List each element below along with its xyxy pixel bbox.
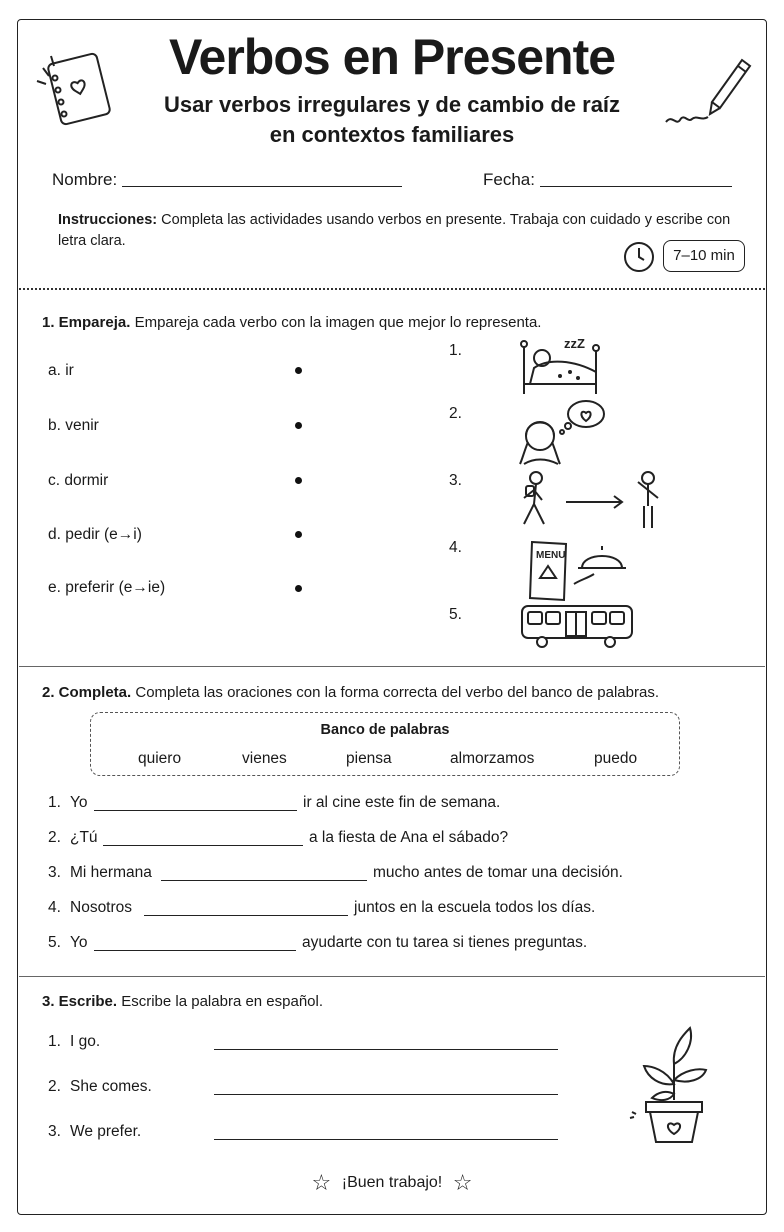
section-divider-2 xyxy=(19,976,765,977)
match-dot-d[interactable] xyxy=(295,531,302,538)
clock-icon xyxy=(622,240,656,274)
write-item-2-text: She comes. xyxy=(70,1078,152,1095)
name-label: Nombre: xyxy=(52,170,118,189)
section1-title-text: Empareja cada verbo con la imagen que mejor lo representa. xyxy=(134,314,542,331)
date-field[interactable] xyxy=(540,186,732,187)
bus-icon xyxy=(518,600,636,650)
section-divider-1 xyxy=(19,666,765,667)
image-number-1: 1. xyxy=(449,342,462,359)
word-bank-title: Banco de palabras xyxy=(320,722,450,738)
match-dot-a[interactable] xyxy=(295,367,302,374)
star-left-icon: ☆ xyxy=(311,1170,332,1195)
menu-text: MENU xyxy=(536,550,566,561)
write-item-3-num: 3. xyxy=(48,1123,61,1140)
verb-item-c: c. dormir xyxy=(48,472,109,489)
name-field[interactable] xyxy=(122,186,402,187)
write-item-1-answer[interactable] xyxy=(214,1049,558,1050)
date-label: Fecha: xyxy=(483,170,535,189)
sentence-1-after: ir al cine este fin de semana. xyxy=(303,794,501,811)
sentence-2-after: a la fiesta de Ana el sábado? xyxy=(309,829,509,846)
sentence-3-blank[interactable] xyxy=(161,880,367,881)
sentence-4-blank[interactable] xyxy=(144,915,348,916)
section1-title xyxy=(42,314,541,331)
image-number-3: 3. xyxy=(449,472,462,489)
sentence-5-blank[interactable] xyxy=(94,950,296,951)
image-number-2: 2. xyxy=(449,405,462,422)
sentence-3-after: mucho antes de tomar una decisión. xyxy=(373,864,623,881)
sentence-5-before: Yo xyxy=(70,934,88,951)
bank-word-vienes: vienes xyxy=(242,750,287,767)
menu-order-icon xyxy=(526,538,636,604)
verb-item-b: b. venir xyxy=(48,417,99,434)
sentence-2-before: ¿Tú xyxy=(70,829,98,846)
write-item-1-num: 1. xyxy=(48,1033,61,1050)
bank-word-quiero: quiero xyxy=(138,750,182,767)
verb-item-a: a. ir xyxy=(48,362,74,379)
page-subtitle-line2: en contextos familiares xyxy=(269,122,515,147)
verb-item-d: d. pedir (e→i) xyxy=(48,526,142,543)
image-number-5: 5. xyxy=(449,606,462,623)
match-dot-e[interactable] xyxy=(295,585,302,592)
sentence-2-blank[interactable] xyxy=(103,845,303,846)
sleeping-bed-icon xyxy=(518,332,602,398)
match-dot-b[interactable] xyxy=(295,422,302,429)
potted-plant-heart-icon xyxy=(624,1024,724,1148)
section3-title-text: Escribe la palabra en español. xyxy=(121,993,324,1010)
page-title: Verbos en Presente xyxy=(168,29,616,85)
bank-word-piensa: piensa xyxy=(346,750,392,767)
zzz-text: zzZ xyxy=(564,336,585,351)
timer-badge: 7–10 min xyxy=(663,240,745,272)
star-right-icon: ☆ xyxy=(452,1170,473,1195)
header-divider xyxy=(19,288,765,290)
section2-title-text: Completa las oraciones con la forma correcta del verbo del banco de palabras. xyxy=(135,684,659,701)
sentence-1-before: Yo xyxy=(70,794,88,811)
sentence-1-blank[interactable] xyxy=(94,810,297,811)
section2-title xyxy=(42,684,659,701)
write-item-3-text: We prefer. xyxy=(70,1123,142,1140)
instructions-label: Instrucciones: xyxy=(58,212,158,228)
write-item-1-text: I go. xyxy=(70,1033,101,1050)
footer-text: ¡Buen trabajo! xyxy=(341,1174,443,1191)
sentence-4-before: Nosotros xyxy=(70,899,133,916)
section2-title-bold: 2. Completa. xyxy=(42,684,132,701)
match-dot-c[interactable] xyxy=(295,477,302,484)
section3-title-bold: 3. Escribe. xyxy=(42,993,118,1010)
footer xyxy=(0,1170,784,1196)
person-going-arrow-icon xyxy=(518,468,668,534)
sentence-1-num: 1. xyxy=(48,794,61,811)
image-number-4: 4. xyxy=(449,539,462,556)
girl-thinking-heart-icon xyxy=(518,398,610,466)
instructions-text: Completa las actividades usando verbos en presente. Trabaja con cuidado y escribe con letra clara. xyxy=(58,212,731,249)
verb-item-e: e. preferir (e→ie) xyxy=(48,579,166,596)
write-item-2-answer[interactable] xyxy=(214,1094,558,1095)
write-item-2-num: 2. xyxy=(48,1078,61,1095)
sentence-2-num: 2. xyxy=(48,829,61,846)
section1-title-bold: 1. Empareja. xyxy=(42,314,131,331)
bank-word-puedo: puedo xyxy=(594,750,638,767)
sentence-5-after: ayudarte con tu tarea si tienes preguntas. xyxy=(302,934,588,951)
sentence-3-before: Mi hermana xyxy=(70,864,152,881)
bank-word-almorzamos: almorzamos xyxy=(450,750,535,767)
section3-title xyxy=(42,993,323,1010)
sentence-3-num: 3. xyxy=(48,864,61,881)
write-item-3-answer[interactable] xyxy=(214,1139,558,1140)
sentence-5-num: 5. xyxy=(48,934,61,951)
pencil-icon xyxy=(660,50,755,135)
page-subtitle-line1: Usar verbos irregulares y de cambio de raíz xyxy=(163,92,621,117)
sentence-4-after: juntos en la escuela todos los días. xyxy=(354,899,596,916)
sentence-4-num: 4. xyxy=(48,899,61,916)
